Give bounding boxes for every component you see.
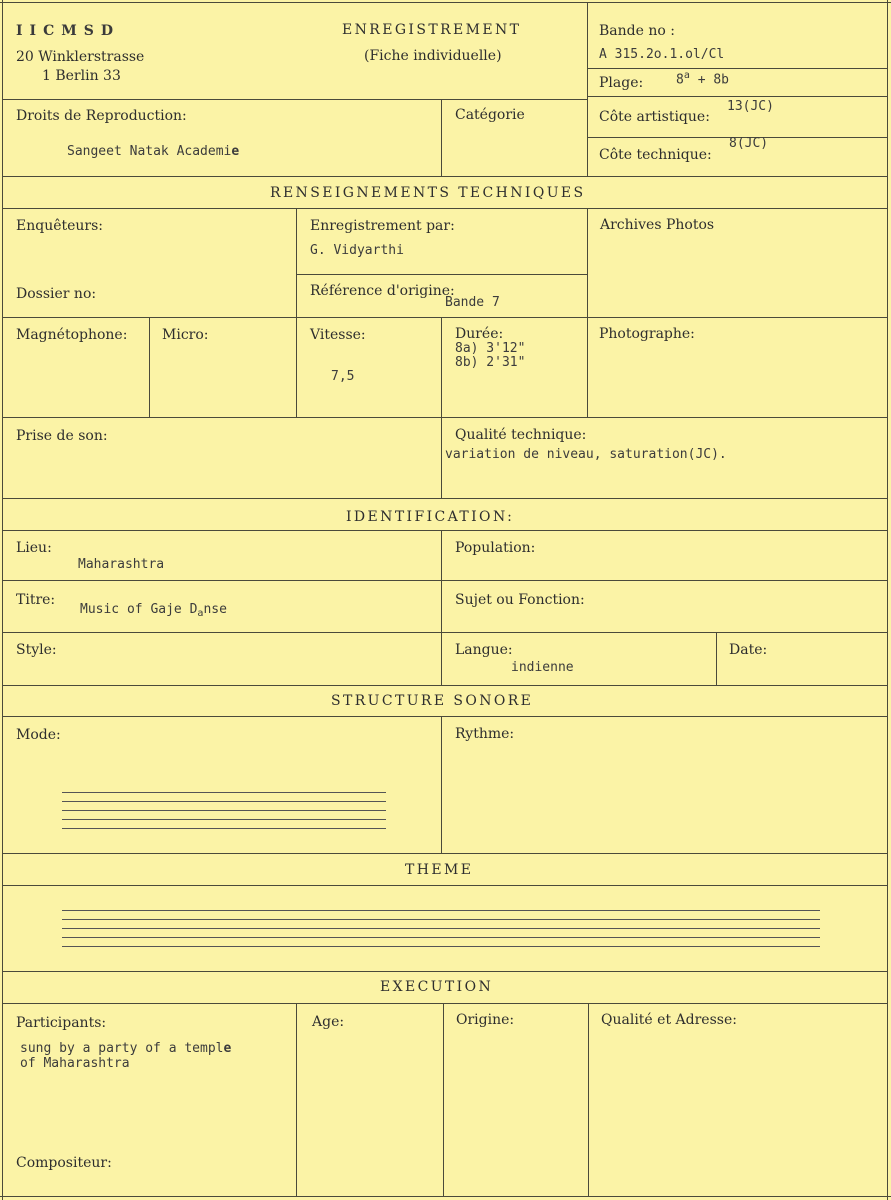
rule [441,317,442,498]
rule [2,853,887,854]
rule [2,498,887,499]
enqueteurs-label: Enquêteurs: [16,218,104,234]
theme-staff-line [62,919,820,920]
org-logo: IICMSD [16,23,120,39]
plage-a: 8 [676,72,684,88]
langue-value: indienne [511,660,574,675]
rule [2,417,887,418]
section-heading-execution: EXECUTION [380,979,494,995]
theme-staff-line [62,928,820,929]
rule [587,2,588,176]
section-heading-technique: RENSEIGNEMENTS TECHNIQUES [270,185,586,201]
langue-label: Langue: [455,642,513,658]
style-label: Style: [16,642,57,658]
bande-label: Bande no : [599,23,675,39]
rule [2,176,887,177]
rule [296,208,297,417]
qualite-technique-label: Qualité technique: [455,427,587,443]
mode-staff-line [62,819,386,820]
cote-artistique-label: Côte artistique: [599,109,710,125]
duree-value-b: 8b) 2'31" [455,355,526,370]
archives-photos-label: Archives Photos [600,217,715,233]
rule [2,971,887,972]
participants-value-line1 [20,1042,231,1056]
duree-label: Durée: [455,326,504,342]
theme-staff-line [62,910,820,911]
reference-label: Référence d'origine: [310,283,455,299]
plage-plus: + [697,72,706,88]
rule [588,1003,589,1196]
droits-label: Droits de Reproduction: [16,108,187,124]
compositeur-label: Compositeur: [16,1155,112,1171]
titre-value-sub: a [197,608,204,619]
mode-staff-line [62,828,386,829]
rule [441,530,442,685]
frame-left [2,0,3,1200]
sujet-label: Sujet ou Fonction: [455,592,585,608]
dossier-label: Dossier no: [16,286,97,302]
rule [2,1003,887,1004]
mode-staff-line [62,810,386,811]
rule [2,716,887,717]
card-subtitle: (Fiche individuelle) [364,48,502,64]
enregistrement-par-value: G. Vidyarthi [310,243,404,258]
origine-label: Origine: [456,1012,515,1028]
rule [2,632,887,633]
titre-value-a: Music of Gaje D [80,602,198,617]
date-label: Date: [729,642,768,658]
mode-label: Mode: [16,727,61,743]
enregistrement-par-label: Enregistrement par: [310,218,455,234]
plage-a-superscript: a [683,70,690,81]
qualite-adresse-label: Qualité et Adresse: [601,1012,737,1028]
plage-value [676,71,729,87]
rule [2,208,887,209]
theme-staff-line [62,946,820,947]
rule [2,530,887,531]
mode-staff-line [62,792,386,793]
droits-value [67,145,239,159]
section-heading-identification: IDENTIFICATION: [346,509,515,525]
vitesse-value: 7,5 [331,369,355,384]
rule [296,1003,297,1196]
card-title: ENREGISTREMENT [342,22,522,38]
cote-technique-label: Côte technique: [599,147,712,163]
rule [587,208,588,417]
rule [716,632,717,685]
rule [296,274,587,275]
titre-label: Titre: [16,592,56,608]
rule [441,716,442,853]
participants-line1-main: sung by a party of a templ [20,1041,224,1056]
bande-value: A 315.2o.1.ol/Cl [599,47,725,62]
titre-value [80,603,227,620]
titre-value-b: nse [203,602,227,617]
micro-label: Micro: [162,327,209,343]
rule [2,317,887,318]
participants-value-line2: of Maharashtra [20,1056,130,1071]
age-label: Age: [312,1014,345,1030]
theme-staff-line [62,937,820,938]
address-line-2: 1 Berlin 33 [42,68,121,84]
cote-artistique-value: 13(JC) [727,99,774,114]
section-heading-structure: STRUCTURE SONORE [331,693,534,709]
section-heading-theme: THEME [405,862,474,878]
rythme-label: Rythme: [455,726,515,742]
prise-de-son-label: Prise de son: [16,428,108,444]
duree-value-a: 8a) 3'12" [455,341,526,356]
qualite-technique-value: variation de niveau, saturation(JC). [445,447,727,462]
lieu-value: Maharashtra [78,557,165,572]
droits-value-main: Sangeet Natak Academi [67,144,232,159]
plage-label: Plage: [599,75,644,91]
rule [587,68,887,69]
reference-value: Bande 7 [445,295,500,310]
cote-technique-value: 8(JC) [729,136,769,151]
frame-top [0,2,891,3]
rule [443,1003,444,1196]
population-label: Population: [455,540,536,556]
rule [2,685,887,686]
mode-staff-line [62,801,386,802]
frame-right [887,0,888,1200]
rule [149,317,150,417]
photographe-label: Photographe: [599,326,695,342]
participants-label: Participants: [16,1015,107,1031]
rule [2,580,887,581]
lieu-label: Lieu: [16,540,52,556]
address-line-1: 20 Winklerstrasse [16,49,145,65]
categorie-label: Catégorie [455,107,525,123]
rule [2,99,587,100]
rule [587,96,887,97]
rule [2,885,887,886]
participants-line1-end: e [223,1041,232,1056]
rule [441,99,442,176]
vitesse-label: Vitesse: [310,327,366,343]
magnetophone-label: Magnétophone: [16,327,128,343]
droits-value-end: e [231,144,240,159]
frame-bottom [0,1196,891,1197]
plage-b: 8b [713,72,729,88]
